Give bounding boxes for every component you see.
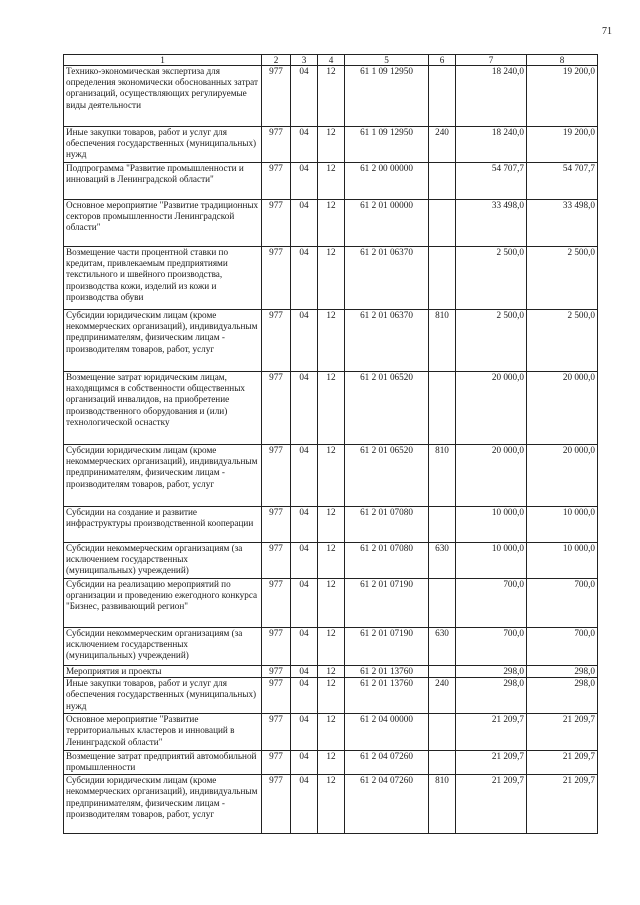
section-code-cell: 04 [291,445,318,507]
target-article-cell: 61 2 01 06370 [345,310,429,372]
ministry-code-cell: 977 [262,666,291,678]
table-row [64,666,598,678]
ministry-code-cell: 977 [262,445,291,507]
expense-type-cell [429,66,456,127]
amount-year2-cell: 700,0 [527,579,598,628]
target-article-cell: 61 2 01 06520 [345,445,429,507]
section-code-cell: 04 [291,372,318,445]
target-article-cell: 61 2 00 00000 [345,163,429,200]
column-header: 6 [429,55,456,66]
target-article-cell: 61 2 04 07260 [345,751,429,775]
table-row [64,579,598,628]
column-header: 7 [456,55,527,66]
row-name-cell: Субсидии юридическим лицам (кроме некоммерческих организаций), индивидуальным предпринимателям, физическим лицам - производителям товаров, работ, услуг [64,775,262,834]
section-code-cell: 04 [291,66,318,127]
subsection-code-cell: 12 [318,714,345,751]
amount-year2-cell: 2 500,0 [527,310,598,372]
section-code-cell: 04 [291,751,318,775]
table-row [64,445,598,507]
subsection-code-cell: 12 [318,579,345,628]
target-article-cell: 61 2 01 13760 [345,678,429,714]
target-article-cell: 61 2 01 07190 [345,579,429,628]
row-name-cell: Технико-экономическая экспертиза для определения экономически обоснованных затрат организаций, осуществляющих регулируемые виды деятельности [64,66,262,127]
section-code-cell: 04 [291,163,318,200]
row-name-cell: Субсидии на реализацию мероприятий по организации и проведению ежегодного конкурса "Бизнес, развивающий регион" [64,579,262,628]
ministry-code-cell: 977 [262,751,291,775]
subsection-code-cell: 12 [318,127,345,163]
amount-year1-cell: 10 000,0 [456,507,527,543]
amount-year2-cell: 21 209,7 [527,714,598,751]
expense-type-cell [429,666,456,678]
table-row [64,372,598,445]
table-row [64,714,598,751]
amount-year2-cell: 2 500,0 [527,247,598,310]
section-code-cell: 04 [291,127,318,163]
expense-type-cell [429,714,456,751]
row-name-cell: Иные закупки товаров, работ и услуг для обеспечения государственных (муниципальных) нужд [64,127,262,163]
ministry-code-cell: 977 [262,543,291,579]
table-row [64,678,598,714]
row-name-cell: Основное мероприятие "Развитие традиционных секторов промышленности Ленинградской области" [64,200,262,247]
table-row [64,200,598,247]
amount-year2-cell: 298,0 [527,678,598,714]
subsection-code-cell: 12 [318,66,345,127]
section-code-cell: 04 [291,247,318,310]
amount-year2-cell: 21 209,7 [527,751,598,775]
section-code-cell: 04 [291,628,318,666]
table-row [64,310,598,372]
table-row [64,247,598,310]
section-code-cell: 04 [291,666,318,678]
column-header: 8 [527,55,598,66]
row-name-cell: Субсидии на создание и развитие инфраструктуры производственной кооперации [64,507,262,543]
target-article-cell: 61 2 01 07080 [345,543,429,579]
target-article-cell: 61 2 01 13760 [345,666,429,678]
row-name-cell: Возмещение части процентной ставки по кредитам, привлекаемым предприятиями текстильного и швейного производства, производства кожи, изделий из кожи и производства обуви [64,247,262,310]
amount-year1-cell: 54 707,7 [456,163,527,200]
row-name-cell: Иные закупки товаров, работ и услуг для обеспечения государственных (муниципальных) нужд [64,678,262,714]
budget-table [63,54,598,834]
expense-type-cell [429,163,456,200]
expense-type-cell [429,247,456,310]
amount-year1-cell: 21 209,7 [456,775,527,834]
target-article-cell: 61 2 01 06520 [345,372,429,445]
subsection-code-cell: 12 [318,775,345,834]
target-article-cell: 61 2 01 06370 [345,247,429,310]
section-code-cell: 04 [291,310,318,372]
amount-year2-cell: 54 707,7 [527,163,598,200]
row-name-cell: Возмещение затрат юридическим лицам, находящимся в собственности общественных организаций инвалидов, на приобретение производственного оборудования и (или) технологической оснастку [64,372,262,445]
amount-year1-cell: 10 000,0 [456,543,527,579]
amount-year1-cell: 18 240,0 [456,127,527,163]
table-row [64,543,598,579]
ministry-code-cell: 977 [262,507,291,543]
ministry-code-cell: 977 [262,775,291,834]
expense-type-cell: 630 [429,628,456,666]
amount-year2-cell: 10 000,0 [527,507,598,543]
expense-type-cell: 240 [429,678,456,714]
ministry-code-cell: 977 [262,628,291,666]
row-name-cell: Субсидии юридическим лицам (кроме некоммерческих организаций), индивидуальным предпринимателям, физическим лицам - производителям товаров, работ, услуг [64,310,262,372]
row-name-cell: Подпрограмма "Развитие промышленности и инноваций в Ленинградской области" [64,163,262,200]
target-article-cell: 61 2 01 00000 [345,200,429,247]
column-header: 3 [291,55,318,66]
amount-year2-cell: 10 000,0 [527,543,598,579]
header-row [64,55,598,66]
column-header: 1 [64,55,262,66]
amount-year1-cell: 21 209,7 [456,751,527,775]
amount-year1-cell: 20 000,0 [456,445,527,507]
amount-year1-cell: 18 240,0 [456,66,527,127]
subsection-code-cell: 12 [318,200,345,247]
amount-year2-cell: 700,0 [527,628,598,666]
section-code-cell: 04 [291,200,318,247]
table-row [64,775,598,834]
section-code-cell: 04 [291,579,318,628]
expense-type-cell [429,751,456,775]
target-article-cell: 61 1 09 12950 [345,127,429,163]
amount-year2-cell: 19 200,0 [527,66,598,127]
amount-year2-cell: 33 498,0 [527,200,598,247]
ministry-code-cell: 977 [262,678,291,714]
amount-year2-cell: 21 209,7 [527,775,598,834]
amount-year1-cell: 33 498,0 [456,200,527,247]
table-row [64,127,598,163]
amount-year2-cell: 298,0 [527,666,598,678]
column-header: 2 [262,55,291,66]
expense-type-cell [429,372,456,445]
expense-type-cell: 810 [429,445,456,507]
table-row [64,507,598,543]
row-name-cell: Субсидии некоммерческим организациям (за исключением государственных (муниципальных) учреждений) [64,628,262,666]
subsection-code-cell: 12 [318,543,345,579]
amount-year2-cell: 20 000,0 [527,372,598,445]
ministry-code-cell: 977 [262,66,291,127]
row-name-cell: Субсидии юридическим лицам (кроме некоммерческих организаций), индивидуальным предпринимателям, физическим лицам - производителям товаров, работ, услуг [64,445,262,507]
subsection-code-cell: 12 [318,751,345,775]
amount-year1-cell: 298,0 [456,678,527,714]
ministry-code-cell: 977 [262,310,291,372]
target-article-cell: 61 2 01 07190 [345,628,429,666]
subsection-code-cell: 12 [318,163,345,200]
expense-type-cell [429,507,456,543]
amount-year1-cell: 298,0 [456,666,527,678]
table-row [64,628,598,666]
row-name-cell: Мероприятия и проекты [64,666,262,678]
subsection-code-cell: 12 [318,247,345,310]
amount-year1-cell: 700,0 [456,579,527,628]
table-row [64,751,598,775]
expense-type-cell: 810 [429,310,456,372]
ministry-code-cell: 977 [262,247,291,310]
subsection-code-cell: 12 [318,678,345,714]
amount-year1-cell: 2 500,0 [456,310,527,372]
amount-year2-cell: 19 200,0 [527,127,598,163]
ministry-code-cell: 977 [262,579,291,628]
expense-type-cell [429,579,456,628]
expense-type-cell: 240 [429,127,456,163]
target-article-cell: 61 2 04 07260 [345,775,429,834]
subsection-code-cell: 12 [318,507,345,543]
row-name-cell: Возмещение затрат предприятий автомобильной промышленности [64,751,262,775]
target-article-cell: 61 2 01 07080 [345,507,429,543]
table-row [64,66,598,127]
ministry-code-cell: 977 [262,372,291,445]
amount-year1-cell: 700,0 [456,628,527,666]
expense-type-cell: 810 [429,775,456,834]
subsection-code-cell: 12 [318,310,345,372]
subsection-code-cell: 12 [318,666,345,678]
amount-year2-cell: 20 000,0 [527,445,598,507]
section-code-cell: 04 [291,507,318,543]
ministry-code-cell: 977 [262,163,291,200]
section-code-cell: 04 [291,775,318,834]
table-row [64,163,598,200]
section-code-cell: 04 [291,714,318,751]
ministry-code-cell: 977 [262,127,291,163]
subsection-code-cell: 12 [318,628,345,666]
ministry-code-cell: 977 [262,714,291,751]
column-header: 5 [345,55,429,66]
expense-type-cell [429,200,456,247]
amount-year1-cell: 21 209,7 [456,714,527,751]
row-name-cell: Субсидии некоммерческим организациям (за исключением государственных (муниципальных) учреждений) [64,543,262,579]
subsection-code-cell: 12 [318,372,345,445]
target-article-cell: 61 2 04 00000 [345,714,429,751]
expense-type-cell: 630 [429,543,456,579]
section-code-cell: 04 [291,678,318,714]
subsection-code-cell: 12 [318,445,345,507]
amount-year1-cell: 20 000,0 [456,372,527,445]
ministry-code-cell: 977 [262,200,291,247]
amount-year1-cell: 2 500,0 [456,247,527,310]
row-name-cell: Основное мероприятие "Развитие территориальных кластеров и инноваций в Ленинградской области" [64,714,262,751]
page-number: 71 [602,26,612,37]
target-article-cell: 61 1 09 12950 [345,66,429,127]
column-header: 4 [318,55,345,66]
section-code-cell: 04 [291,543,318,579]
